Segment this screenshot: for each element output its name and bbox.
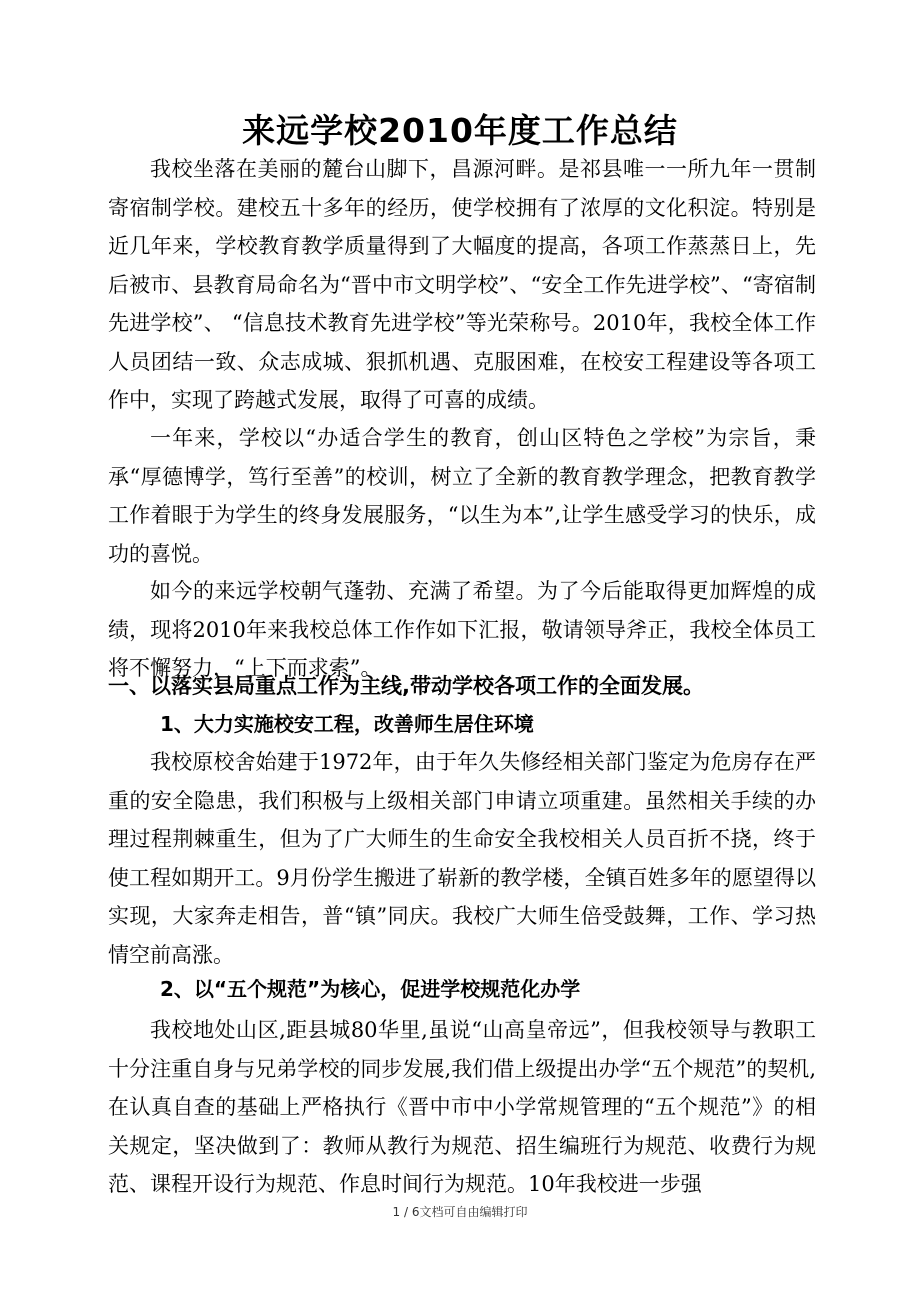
subsection-paragraph-1: 我校原校舍始建于1972年，由于年久失修经相关部门鉴定为危房存在严重的安全隐患，我们积极与上级相关部门申请立项重建。虽然相关手续的办理过程荆棘重生，但为了广大师生的生命安全我校相关人员百折不挠，终于使工程如期开工。9月份学生搬进了崭新的教学楼，全镇百姓多年的愿望得以实现，大家奔走相告，普“镇”同庆。我校广大师生倍受鼓舞，工作、学习热情空前高涨。 <box>108 750 816 967</box>
subsection-paragraph-2: 我校地处山区,距县城80华里,虽说“山高皇帝远”，但我校领导与教职工十分注重自身与兄弟学校的同步发展,我们借上级提出办学“五个规范”的契机, 在认真自查的基础上严格执行《晋中市中小学常规管理的“五个规范”》的相关规定，坚决做到了：教师从教行为规范、招生编班行为规范、收费行为规范、课程开设行为规范、作息时间行为规范。10年我校进一步强 <box>108 1018 816 1196</box>
subsection-heading-1: 1、大力实施校安工程，改善师生居住环境 <box>160 712 534 736</box>
page-footer: 1 / 6文档可自由编辑打印 <box>392 1205 528 1219</box>
subsection-heading-2: 2、以“五个规范”为核心，促进学校规范化办学 <box>160 977 581 1001</box>
intro-paragraph-1: 我校坐落在美丽的麓台山脚下，昌源河畔。是祁县唯一一所九年一贯制寄宿制学校。建校五十多年的经历，使学校拥有了浓厚的文化积淀。特别是近几年来，学校教育教学质量得到了大幅度的提高，各项工作蒸蒸日上，先后被市、县教育局命名为“晋中市文明学校”、“安全工作先进学校”、“寄宿制先进学校”、 “信息技术教育先进学校”等光荣称号。2010年，我校全体工作人员团结一致、众志成城、狠抓机遇、克服困难，在校安工程建设等各项工作中，实现了跨越式发展，取得了可喜的成绩。 <box>108 157 816 412</box>
page-title: 来远学校2010年度工作总结 <box>242 111 678 150</box>
intro-paragraph-2: 一年来，学校以“办适合学生的教育，创山区特色之学校”为宗旨，秉承“厚德博学，笃行至善”的校训，树立了全新的教育教学理念，把教育教学工作着眼于为学生的终身发展服务，“以生为本”,让学生感受学习的快乐，成功的喜悦。 <box>108 426 816 566</box>
intro-paragraph-3: 如今的来远学校朝气蓬勃、充满了希望。为了今后能取得更加辉煌的成绩，现将2010年来我校总体工作作如下汇报，敬请领导斧正，我校全体员工将不懈努力，“上下而求索”。 <box>108 579 816 680</box>
section-heading-1: 一、以落实县局重点工作为主线,带动学校各项工作的全面发展。 <box>108 674 704 698</box>
